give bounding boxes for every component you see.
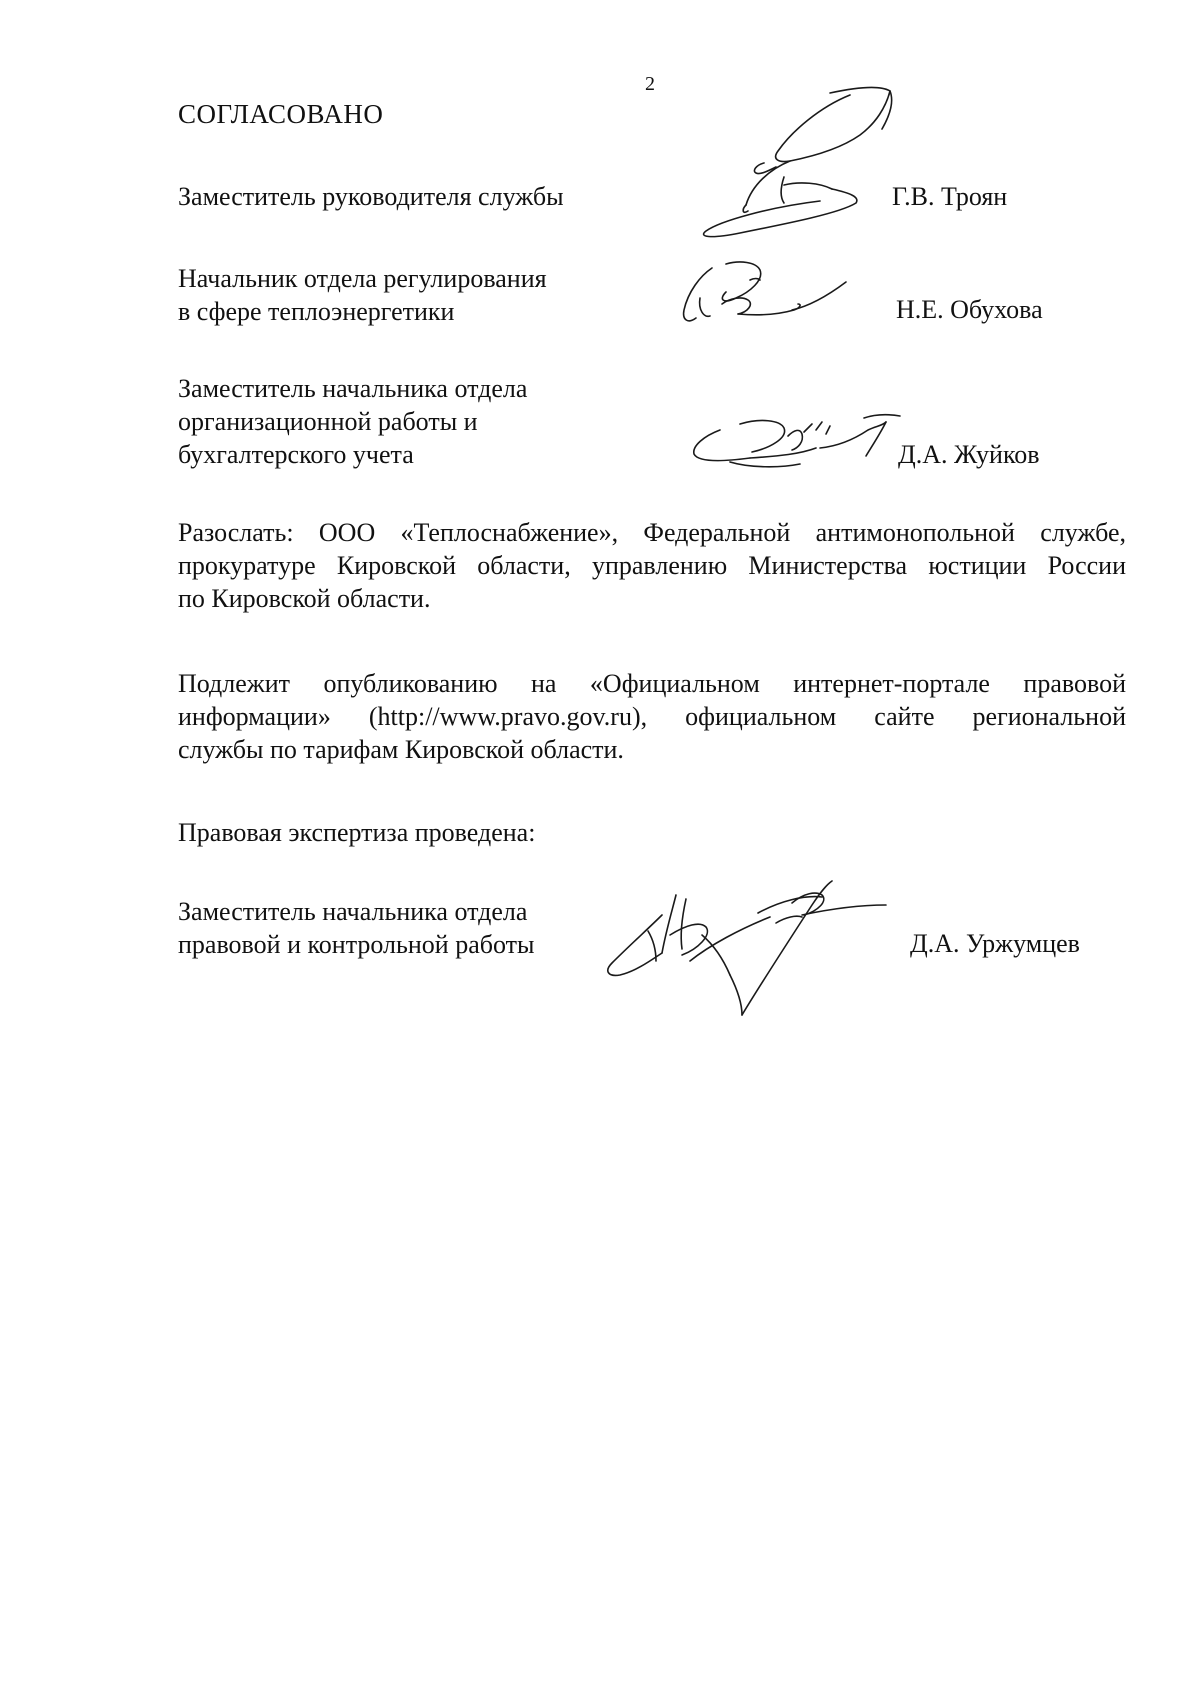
- approver-title-line: Заместитель начальника отдела: [178, 374, 528, 403]
- approver-name-2: Н.Е. Обухова: [896, 295, 1043, 324]
- legal-review-label: Правовая экспертиза проведена:: [178, 818, 536, 847]
- signature-zhuikov-drawing: [680, 408, 920, 478]
- signature-zhuikov: [680, 408, 920, 478]
- signature-obukhova-drawing: [670, 258, 870, 338]
- publication-line: службы по тарифам Кировской области.: [178, 735, 624, 764]
- legal-reviewer-title: [178, 895, 534, 961]
- approver-title-1: [178, 180, 564, 213]
- legal-reviewer-name: Д.А. Уржумцев: [910, 929, 1080, 958]
- signature-obukhova: [670, 258, 870, 338]
- publication-line: информации» (http://www.pravo.gov.ru), официальном сайте региональной: [178, 702, 1126, 731]
- approver-title-2: [178, 262, 547, 328]
- approver-title-line: Заместитель руководителя службы: [178, 182, 564, 211]
- signature-urzhumtsev-drawing: [590, 865, 910, 1025]
- signature-troyan: [680, 85, 920, 250]
- approver-title-line: организационной работы и: [178, 407, 478, 436]
- distribution-paragraph: [178, 516, 1126, 615]
- legal-reviewer-title-line: правовой и контрольной работы: [178, 930, 535, 959]
- distribution-line: прокуратуре Кировской области, управлению Министерства юстиции России: [178, 551, 1126, 580]
- approver-title-line: бухгалтерского учета: [178, 440, 414, 469]
- approver-name-3: Д.А. Жуйков: [898, 440, 1040, 469]
- page-number: 2: [645, 73, 655, 95]
- approver-title-3: [178, 372, 527, 471]
- distribution-line: Разослать: ООО «Теплоснабжение», Федеральной антимонопольной службе,: [178, 518, 1126, 547]
- publication-line: Подлежит опубликованию на «Официальном интернет-портале правовой: [178, 669, 1126, 698]
- approver-name-1: Г.В. Троян: [892, 182, 1008, 211]
- distribution-line: по Кировской области.: [178, 584, 431, 613]
- approver-title-line: в сфере теплоэнергетики: [178, 297, 455, 326]
- signature-urzhumtsev: [590, 865, 910, 1025]
- approval-heading: СОГЛАСОВАНО: [178, 99, 384, 129]
- signature-troyan-drawing: [680, 85, 920, 250]
- publication-paragraph: [178, 667, 1126, 766]
- approver-title-line: Начальник отдела регулирования: [178, 264, 547, 293]
- legal-reviewer-title-line: Заместитель начальника отдела: [178, 897, 528, 926]
